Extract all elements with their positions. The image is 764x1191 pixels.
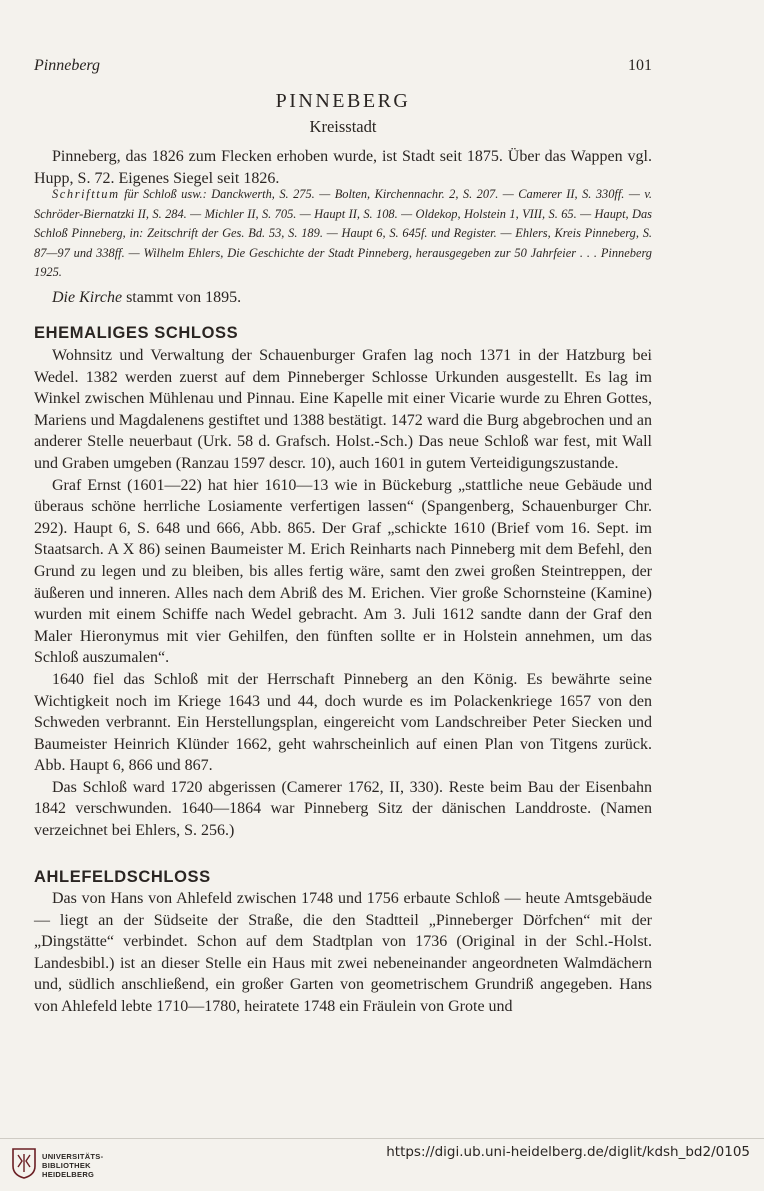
page-number: 101 — [628, 57, 652, 74]
library-line: BIBLIOTHEK — [42, 1161, 91, 1170]
section-heading: AHLEFELDSCHLOSS — [34, 868, 211, 886]
source-url-link[interactable]: https://digi.ub.uni-heidelberg.de/diglit/kdsh_bd2/0105 — [386, 1144, 750, 1160]
section-heading-ahlefeld — [34, 867, 652, 887]
page-subtitle: Kreisstadt — [309, 117, 377, 136]
kirche-paragraph — [34, 287, 652, 308]
paragraph: Graf Ernst (1601—22) hat hier 1610—13 wie in Bückeburg „stattliche neue Gebäude und überaus schöne herrliche Losiamente verfertigen lassen“ (Spangenberg, Schauenburger Chr. 292). Haupt 6, S. 648 und 666, Abb. 865. Der Graf „schickte 1610 (Brief vom 16. Sept. im Staatsarch. A X 86) seinen Baumeister M. Erich Reinharts nach Pinneberg mit dem Befehl, den Grund zu legen und zu bleiben, bis alles fertig wäre, samt den zwei großen Steintreppen, der äußeren und inneren. Alles nach dem Abriß des M. Erichen. Vier große Schornsteine (Kamine) wurden mit einem Schiffe nach Wedel gebracht. Am 3. Juli 1612 sandte dann der Graf den Maler Hieronymus mit vier Gehilfen, den fünften sollte er in Holstein annehmen, um das Schloß auszumalen“. — [34, 476, 652, 667]
footer-divider — [0, 1138, 764, 1139]
paragraph: 1640 fiel das Schloß mit der Herrschaft Pinneberg an den König. Es bewährte seine Wichtigkeit noch im Kriege 1643 und 44, doch wurde es im Polackenkriege 1657 von den Schweden verbrannt. Ein Herstellungsplan, eingereicht vom Landschreiber Peter Siecken und Baumeister Heinrich Klünder 1662, geht wahrscheinlich auf einen Plan von Titgens zurück. Abb. Haupt 6, 866 und 867. — [34, 670, 652, 775]
intro-block — [34, 146, 652, 189]
library-name — [42, 1152, 103, 1179]
section-body-schloss — [34, 345, 652, 842]
bibliography-label: Schrifttum — [52, 187, 120, 201]
section-body-ahlefeld — [34, 888, 652, 1018]
running-title: Pinneberg — [34, 57, 101, 74]
bibliography-paragraph — [34, 185, 652, 283]
bibliography-text: für Schloß usw.: Danckwerth, S. 275. — Bolten, Kirchennachr. 2, S. 207. — Camerer II, S. 330ff. — v. Schröder-Biernatzki II, S. 284. — Michler II, S. 705. — Haupt II, S. 108. — Oldekop, Holstein 1, VIII, S. 65. — Haupt, Das Schloß Pinneberg, in: Zeitschrift der Ges. Bd. 53, S. 189. — Haupt 6, S. 645f. und Register. — Ehlers, Kreis Pinneberg, S. 87—97 und 338ff. — Wilhelm Ehlers, Die Geschichte der Stadt Pinneberg, herausgegeben zur 50 Jahrfeier . . . Pinneberg 1925. — [34, 187, 652, 280]
section-heading: EHEMALIGES SCHLOSS — [34, 324, 239, 342]
paragraph: Das Schloß ward 1720 abgerissen (Camerer 1762, II, 330). Reste beim Bau der Eisenbahn 1842 verschwunden. 1640—1864 war Pinneberg Sitz der dänischen Landdroste. (Namen verzeichnet bei Ehlers, S. 256.) — [34, 778, 652, 840]
kirche-block — [34, 287, 652, 308]
university-seal-icon — [10, 1146, 38, 1180]
kirche-text: stammt von 1895. — [122, 289, 242, 306]
intro-paragraph: Pinneberg, das 1826 zum Flecken erhoben wurde, ist Stadt seit 1875. Über das Wappen vgl. Hupp, S. 72. Eigenes Siegel seit 1826. — [34, 148, 652, 187]
kirche-label: Die Kirche — [52, 289, 123, 306]
section-heading-schloss — [34, 323, 652, 343]
library-line: HEIDELBERG — [42, 1170, 95, 1179]
paragraph: Das von Hans von Ahlefeld zwischen 1748 und 1756 erbaute Schloß — heute Amtsgebäude — liegt an der Südseite der Straße, die den Stadtteil „Pinneberger Dörfchen“ mit der „Dingstätte“ verbindet. Schon auf dem Stadtplan von 1736 (Original in der Schl.-Holst. Landesbibl.) ist an dieser Stelle ein Haus mit zwei nebeneinander angeordneten Walmdächern und, südlich anschließend, ein großer Garten von geometrischem Grundriß angegeben. Hans von Ahlefeld lebte 1710—1780, heiratete 1748 ein Fräulein von Grote und — [34, 890, 652, 1015]
running-head — [34, 56, 652, 76]
library-line: UNIVERSITÄTS- — [42, 1152, 104, 1161]
page-title: PINNEBERG — [275, 90, 411, 112]
paragraph: Wohnsitz und Verwaltung der Schauenburger Grafen lag noch 1371 in der Hatzburg bei Wedel. 1382 werden zuerst auf dem Pinneberger Schlosse Urkunden ausgestellt. Es lag im Winkel zwischen Mühlenau und Pinnau. Eine Kapelle mit einer Vicarie wurde zu Ehren Gottes, Mariens und Magdalenens gestiftet und 1388 bestätigt. 1472 ward die Burg abgebrochen und an anderer Stelle neuerbaut (Urk. 58 d. Grafsch. Holst.-Sch.) Das neue Schloß war fest, mit Wall und Graben umgeben (Ranzau 1597 descr. 10), auch 1601 in gutem Verteidigungszustande. — [34, 347, 652, 472]
bibliography-block — [34, 185, 652, 283]
